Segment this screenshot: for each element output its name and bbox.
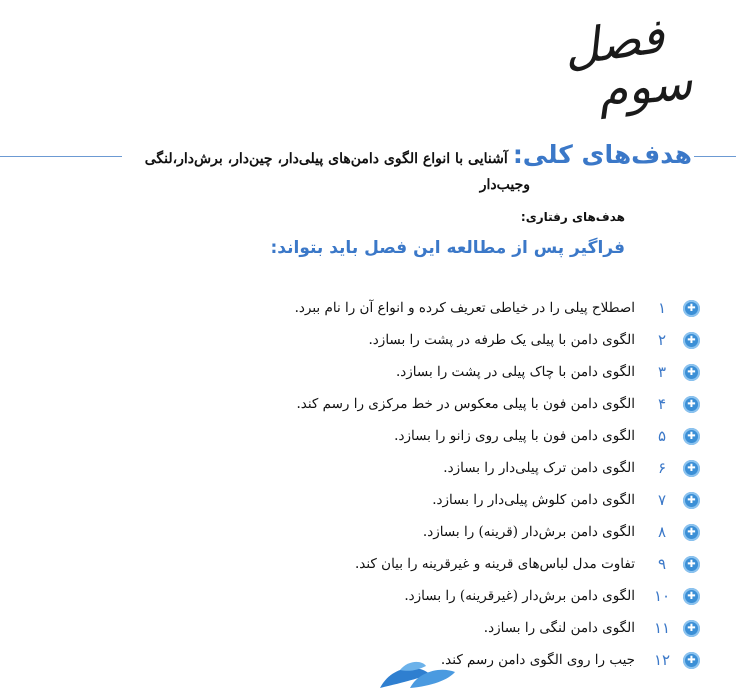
- general-goals-heading: هدف‌های کلی:: [512, 140, 692, 169]
- plus-circle-icon: ✚: [683, 652, 700, 669]
- list-item: [200, 548, 700, 580]
- objective-text: الگوی دامن برش‌دار (قرینه) را بسازد.: [422, 524, 635, 540]
- objective-number: ۹: [657, 555, 667, 573]
- list-item: [200, 292, 700, 324]
- list-item: [200, 324, 700, 356]
- plus-circle-icon: ✚: [683, 428, 700, 445]
- objective-text: الگوی دامن فون با پیلی روی زانو را بسازد.: [394, 428, 635, 444]
- list-item: [200, 452, 700, 484]
- objective-number: ۵: [657, 427, 667, 445]
- objective-number: ۲: [657, 331, 667, 349]
- objectives-list: [200, 292, 700, 676]
- objective-text: الگوی دامن برش‌دار (غیرقرینه) را بسازد.: [404, 588, 635, 604]
- plus-circle-icon: ✚: [683, 588, 700, 605]
- behavioral-goals-label: هدف‌های رفتاری:: [520, 210, 625, 224]
- plus-circle-icon: ✚: [683, 300, 700, 317]
- objective-text: الگوی دامن لنگی را بسازد.: [483, 620, 635, 636]
- plus-circle-icon: ✚: [683, 556, 700, 573]
- objective-number: ۶: [657, 459, 667, 477]
- list-item: [200, 356, 700, 388]
- general-goals-text: آشنایی با انواع الگوی دامن‌های پیلی‌دار، چین‌دار، برش‌دار،لنگی: [144, 151, 508, 167]
- heading-rule-left: [0, 156, 122, 157]
- objective-text: الگوی دامن فون با پیلی معکوس در خط مرکزی را رسم کند.: [296, 396, 635, 412]
- plus-circle-icon: ✚: [683, 620, 700, 637]
- objective-number: ۷: [657, 491, 667, 509]
- general-goals-text-continued: وجیب‌دار: [479, 177, 530, 193]
- list-item: [200, 388, 700, 420]
- list-item: [200, 580, 700, 612]
- plus-circle-icon: ✚: [683, 332, 700, 349]
- objective-number: ۱۱: [653, 619, 671, 637]
- objective-text: الگوی دامن با چاک پیلی در پشت را بسازد.: [395, 364, 635, 380]
- objective-text: الگوی دامن کلوش پیلی‌دار را بسازد.: [432, 492, 635, 508]
- objective-number: ۱۲: [653, 651, 671, 669]
- list-item: [200, 484, 700, 516]
- plus-circle-icon: ✚: [683, 524, 700, 541]
- objective-text: اصطلاح پیلی را در خیاطی تعریف کرده و انواع آن را نام ببرد.: [294, 300, 635, 316]
- objective-number: ۸: [657, 523, 667, 541]
- objective-text: جیب را روی الگوی دامن رسم کند.: [440, 652, 635, 668]
- chapter-title: [555, 8, 695, 133]
- objective-text: تفاوت مدل لباس‌های قرینه و غیرقرینه را بیان کند.: [354, 556, 635, 572]
- objective-number: ۱: [657, 299, 667, 317]
- plus-circle-icon: ✚: [683, 460, 700, 477]
- chapter-title-word-1: فصل: [560, 7, 668, 78]
- objective-text: الگوی دامن با پیلی یک طرفه در پشت را بسازد.: [368, 332, 635, 348]
- objective-number: ۱۰: [653, 587, 671, 605]
- plus-circle-icon: ✚: [683, 396, 700, 413]
- heading-rule-right: [694, 156, 736, 157]
- list-item: [200, 612, 700, 644]
- chapter-title-word-2: سوم: [594, 54, 695, 120]
- objective-text: الگوی دامن ترک پیلی‌دار را بسازد.: [443, 460, 635, 476]
- list-item: [200, 420, 700, 452]
- objective-number: ۴: [657, 395, 667, 413]
- general-goals: [124, 137, 692, 177]
- leaf-ornament-icon: [360, 660, 470, 688]
- plus-circle-icon: ✚: [683, 364, 700, 381]
- plus-circle-icon: ✚: [683, 492, 700, 509]
- learner-intro: فراگیر پس از مطالعه این فصل باید بتواند:: [270, 238, 625, 258]
- list-item: [200, 516, 700, 548]
- objective-number: ۳: [657, 363, 667, 381]
